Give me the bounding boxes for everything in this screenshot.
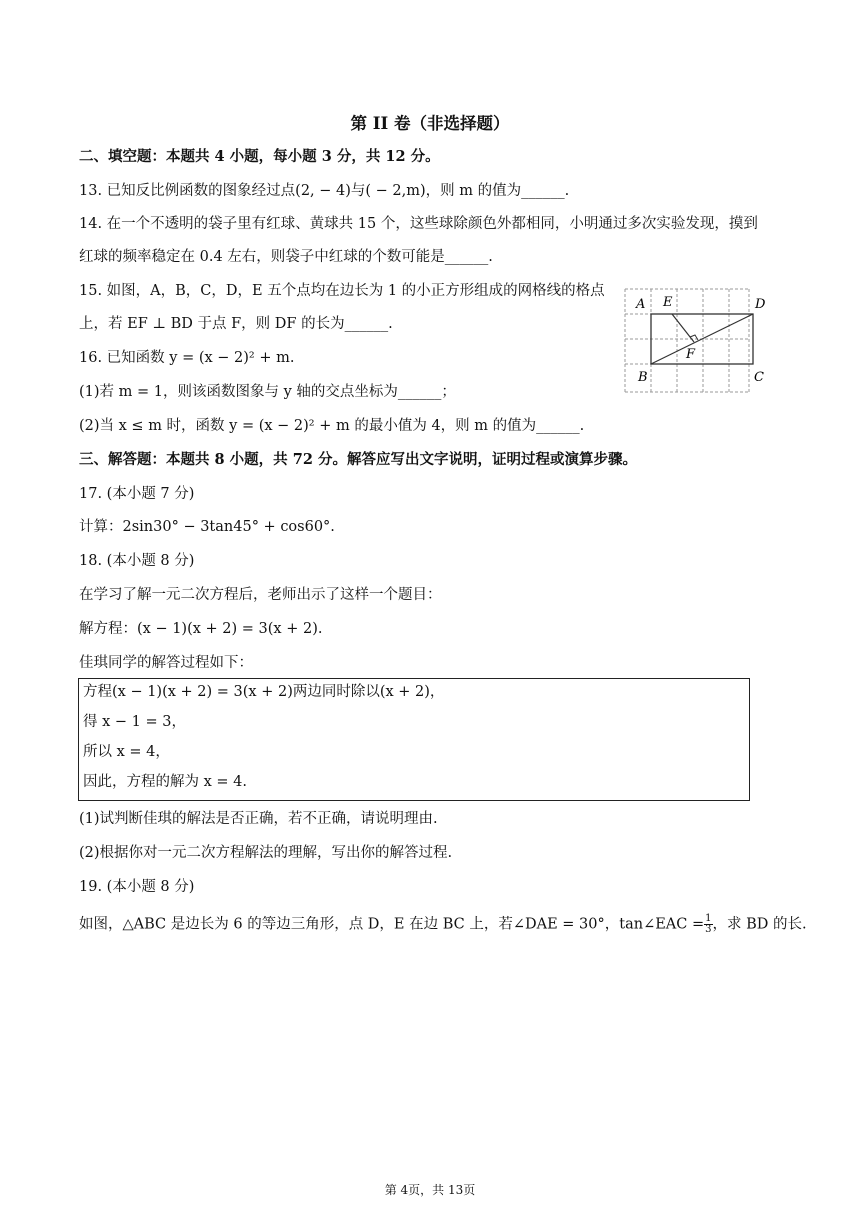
page-footer: 第 4页，共 13页 xyxy=(384,1183,476,1197)
question-16: 16. 已知函数 y = (x − 2)² + m. xyxy=(79,350,295,366)
label-c: C xyxy=(754,370,764,385)
question-16-part-2: (2)当 x ≤ m 时，函数 y = (x − 2)² + m 的最小值为 4，则 m 的值为______. xyxy=(79,418,585,434)
solution-step-3: 所以 x = 4， xyxy=(83,744,170,760)
question-15-line-1: 15. 如图，A，B，C，D，E 五个点均在边长为 1 的小正方形组成的网格线的格点 xyxy=(79,283,605,299)
question-19-text-a: 如图，△ABC 是边长为 6 的等边三角形，点 D，E 在边 BC 上，若∠DAE = 30°，tan∠EAC = xyxy=(79,916,705,933)
label-f: F xyxy=(686,347,696,362)
label-e: E xyxy=(663,295,673,310)
section-title: 第 II 卷（非选择题） xyxy=(350,114,510,133)
fill-in-section-header: 二、填空题：本题共 4 小题，每小题 3 分，共 12 分。 xyxy=(79,148,440,165)
question-18-lead: 佳琪同学的解答过程如下： xyxy=(79,655,253,671)
solution-section-header: 三、解答题：本题共 8 小题，共 72 分。解答应写出文字说明，证明过程或演算步骤。 xyxy=(79,451,637,468)
label-d: D xyxy=(755,297,766,312)
question-18-intro: 在学习了解一元二次方程后，老师出示了这样一个题目： xyxy=(79,587,442,603)
label-a: A xyxy=(636,297,646,312)
question-18-part-2: (2)根据你对一元二次方程解法的理解，写出你的解答过程. xyxy=(79,845,453,861)
solution-step-2: 得 x − 1 = 3， xyxy=(83,714,186,730)
solution-step-4: 因此，方程的解为 x = 4. xyxy=(83,774,247,790)
question-18-header: 18. (本小题 8 分) xyxy=(79,553,195,569)
question-14-line-1: 14. 在一个不透明的袋子里有红球、黄球共 15 个，这些球除颜色外都相同，小明通过多次实验发现，摸到 xyxy=(79,216,758,232)
fraction-one-third xyxy=(704,914,712,935)
question-17-header: 17. (本小题 7 分) xyxy=(79,486,195,502)
question-14-line-2: 红球的频率稳定在 0.4 左右，则袋子中红球的个数可能是______. xyxy=(79,249,493,265)
question-19-text-b: ，求 BD 的长. xyxy=(712,916,807,933)
question-16-part-1: (1)若 m = 1，则该函数图象与 y 轴的交点坐标为______； xyxy=(79,384,456,400)
q15-grid-figure xyxy=(622,286,766,396)
solution-step-1: 方程(x − 1)(x + 2) = 3(x + 2)两边同时除以(x + 2)， xyxy=(83,684,445,700)
question-18-part-1: (1)试判断佳琪的解法是否正确，若不正确，请说明理由. xyxy=(79,811,438,827)
question-15-line-2: 上，若 EF ⊥ BD 于点 F，则 DF 的长为______. xyxy=(79,316,393,332)
segment-ef xyxy=(672,314,694,342)
fraction-numerator: 1 xyxy=(705,913,712,924)
question-17-body: 计算：2sin30° − 3tan45° + cos60°. xyxy=(79,519,335,535)
label-b: B xyxy=(638,370,648,385)
question-19-body xyxy=(79,914,807,935)
question-18-equation: 解方程：(x − 1)(x + 2) = 3(x + 2). xyxy=(79,621,323,637)
fraction-denominator: 3 xyxy=(705,924,712,935)
question-19-header: 19. (本小题 8 分) xyxy=(79,879,195,895)
question-13: 13. 已知反比例函数的图象经过点(2, − 4)与( − 2,m)，则 m 的值为______. xyxy=(79,183,570,199)
solution-box xyxy=(78,678,750,801)
